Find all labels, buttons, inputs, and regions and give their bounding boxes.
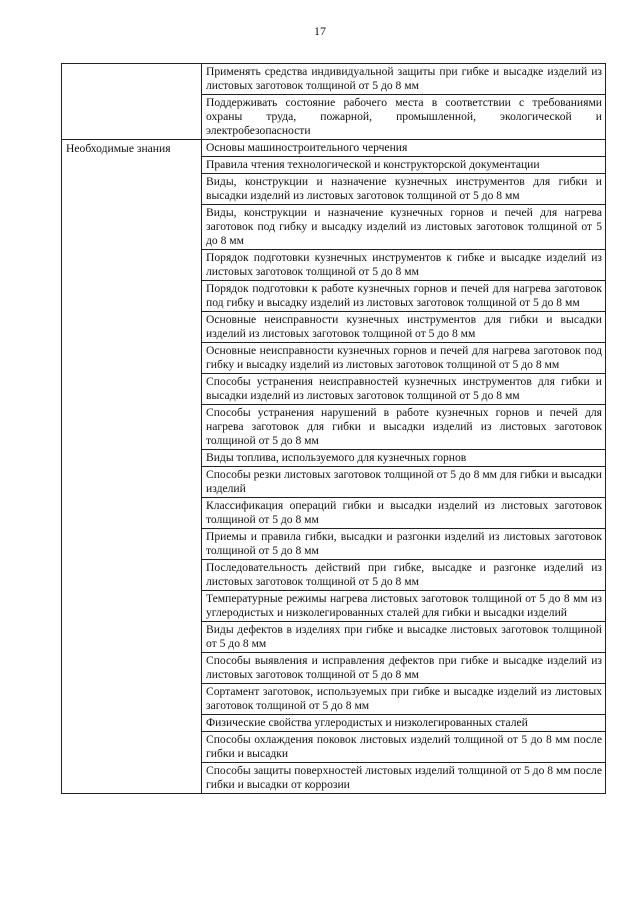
knowledge-item: Порядок подготовки кузнечных инструментов к гибке и высадке изделий из листовых заготовок толщиной от 5 до 8 мм [202,250,606,281]
knowledge-item: Виды, конструкции и назначение кузнечных горнов и печей для нагрева заготовок под гибку и высадку изделий из листовых заготовок толщиной от 5 до 8 мм [202,205,606,250]
knowledge-item: Основы машиностроительного черчения [202,140,606,157]
knowledge-item: Способы резки листовых заготовок толщиной от 5 до 8 мм для гибки и высадки изделий [202,467,606,498]
knowledge-item: Способы устранения нарушений в работе кузнечных горнов и печей для нагрева заготовок для гибки и высадки изделий из листовых заготовок толщиной от 5 до 8 мм [202,405,606,450]
knowledge-item: Основные неисправности кузнечных горнов и печей для нагрева заготовок под гибку и высадку изделий из листовых заготовок толщиной от 5 до 8 мм [202,343,606,374]
knowledge-item: Физические свойства углеродистых и низколегированных сталей [202,715,606,732]
skills-label-cell [62,64,202,140]
knowledge-item: Виды, конструкции и назначение кузнечных инструментов для гибки и высадки изделий из листовых заготовок толщиной от 5 до 8 мм [202,174,606,205]
table-row [62,64,606,95]
knowledge-item: Способы выявления и исправления дефектов при гибке и высадке изделий из листовых заготовок толщиной от 5 до 8 мм [202,653,606,684]
knowledge-item: Температурные режимы нагрева листовых заготовок толщиной от 5 до 8 мм из углеродистых и низколегированных сталей для гибки и высадки изделий [202,591,606,622]
knowledge-item: Сортамент заготовок, используемых при гибке и высадке изделий из листовых заготовок толщиной от 5 до 8 мм [202,684,606,715]
knowledge-item: Классификация операций гибки и высадки изделий из листовых заготовок толщиной от 5 до 8 мм [202,498,606,529]
page-number: 17 [314,24,326,38]
knowledge-item: Виды дефектов в изделиях при гибке и высадке листовых заготовок толщиной от 5 до 8 мм [202,622,606,653]
knowledge-item: Способы охлаждения поковок листовых изделий толщиной от 5 до 8 мм после гибки и высадки [202,732,606,763]
knowledge-item: Правила чтения технологической и конструкторской документации [202,157,606,174]
knowledge-label-cell [62,140,202,794]
knowledge-item: Приемы и правила гибки, высадки и разгонки изделий из листовых заготовок толщиной от 5 до 8 мм [202,529,606,560]
knowledge-item: Последовательность действий при гибке, высадке и разгонке изделий из листовых заготовок толщиной от 5 до 8 мм [202,560,606,591]
knowledge-item: Способы защиты поверхностей листовых изделий толщиной от 5 до 8 мм после гибки и высадки от коррозии [202,763,606,794]
knowledge-label: Необходимые знания [66,142,171,155]
knowledge-table [61,63,606,794]
knowledge-item: Основные неисправности кузнечных инструментов для гибки и высадки изделий из листовых заготовок толщиной от 5 до 8 мм [202,312,606,343]
table-row [62,140,606,157]
knowledge-item: Порядок подготовки к работе кузнечных горнов и печей для нагрева заготовок под гибку и высадку изделий из листовых заготовок толщиной от 5 до 8 мм [202,281,606,312]
knowledge-item: Способы устранения неисправностей кузнечных инструментов для гибки и высадки изделий из листовых заготовок толщиной от 5 до 8 мм [202,374,606,405]
skill-item: Применять средства индивидуальной защиты при гибке и высадке изделий из листовых заготовок толщиной от 5 до 8 мм [202,64,606,95]
skill-item: Поддерживать состояние рабочего места в соответствии с требованиями охраны труда, пожарной, промышленной, экологической и электробезопасности [202,95,606,140]
knowledge-item: Виды топлива, используемого для кузнечных горнов [202,450,606,467]
